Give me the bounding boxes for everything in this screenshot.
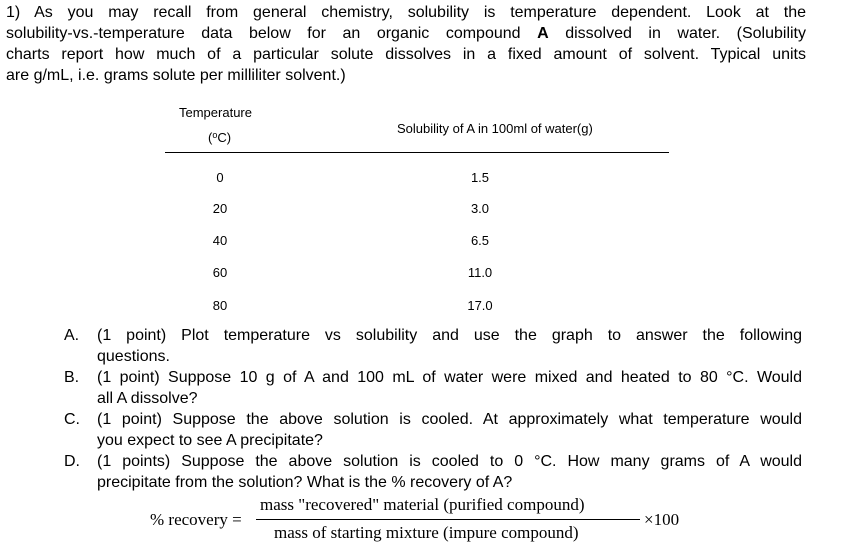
table-cell-solubility: 6.5	[470, 233, 490, 248]
table-cell-solubility: 3.0	[470, 201, 490, 216]
fraction-bar	[256, 519, 640, 520]
unit-open-paren: (	[208, 130, 213, 145]
question-line: you expect to see A precipitate?	[97, 432, 323, 449]
intro-line-1: 1) As you may recall from general chemistry, solubility is temperature dependent. Look at the	[6, 4, 806, 21]
question-letter: B.	[64, 369, 80, 386]
table-cell-solubility: 11.0	[467, 265, 493, 280]
unit-rest: C)	[217, 130, 232, 145]
question-letter: A.	[64, 327, 80, 344]
table-cell-temp: 20	[212, 201, 228, 216]
question-line: (1 point) Plot temperature vs solubility and use the graph to answer the following	[97, 327, 802, 344]
question-line: precipitate from the solution? What is the % recovery of A?	[97, 474, 513, 491]
question-c	[64, 409, 802, 451]
table-cell-solubility: 1.5	[470, 170, 490, 185]
question-list	[64, 325, 802, 493]
compound-a-bold: A	[537, 25, 549, 42]
question-line: (1 point) Suppose 10 g of A and 100 mL of water were mixed and heated to 80 °C. Would	[97, 369, 802, 386]
table-cell-temp: 0	[216, 170, 224, 185]
table-cell-temp: 80	[212, 298, 228, 313]
header-temperature: Temperature	[179, 105, 252, 120]
formula-numerator: mass "recovered" material (purified compound)	[260, 495, 585, 514]
table-cell-temp: 40	[212, 233, 228, 248]
formula-denominator: mass of starting mixture (impure compound)	[274, 523, 579, 542]
question-letter: C.	[64, 411, 80, 428]
header-rule	[165, 152, 669, 153]
question-a	[64, 325, 802, 367]
question-line: questions.	[97, 348, 170, 365]
degree-sup: o	[212, 130, 218, 140]
formula-multiplier: ×100	[644, 510, 680, 529]
question-line: (1 point) Suppose the above solution is cooled. At approximately what temperature would	[97, 411, 802, 428]
table-cell-temp: 60	[212, 265, 228, 280]
question-line: (1 points) Suppose the above solution is cooled to 0 °C. How many grams of A would	[97, 453, 802, 470]
question-letter: D.	[64, 453, 80, 470]
question-b	[64, 367, 802, 409]
intro-line-4: are g/mL, i.e. grams solute per milliliter solvent.)	[6, 67, 346, 84]
formula-lhs: % recovery =	[150, 510, 242, 529]
header-solubility: Solubility of A in 100ml of water(g)	[397, 121, 593, 136]
intro-line-2-start: solubility-vs.-temperature data below for an organic compound	[6, 25, 538, 42]
question-d	[64, 451, 802, 493]
intro-line-2-end: dissolved in water. (Solubility	[548, 25, 807, 42]
header-temperature-unit	[208, 127, 231, 146]
question-line: all A dissolve?	[97, 390, 198, 407]
intro-line-3: charts report how much of a particular solute dissolves in a fixed amount of solvent. Typical units	[6, 46, 806, 63]
recovery-formula	[150, 495, 690, 549]
table-cell-solubility: 17.0	[467, 298, 493, 313]
